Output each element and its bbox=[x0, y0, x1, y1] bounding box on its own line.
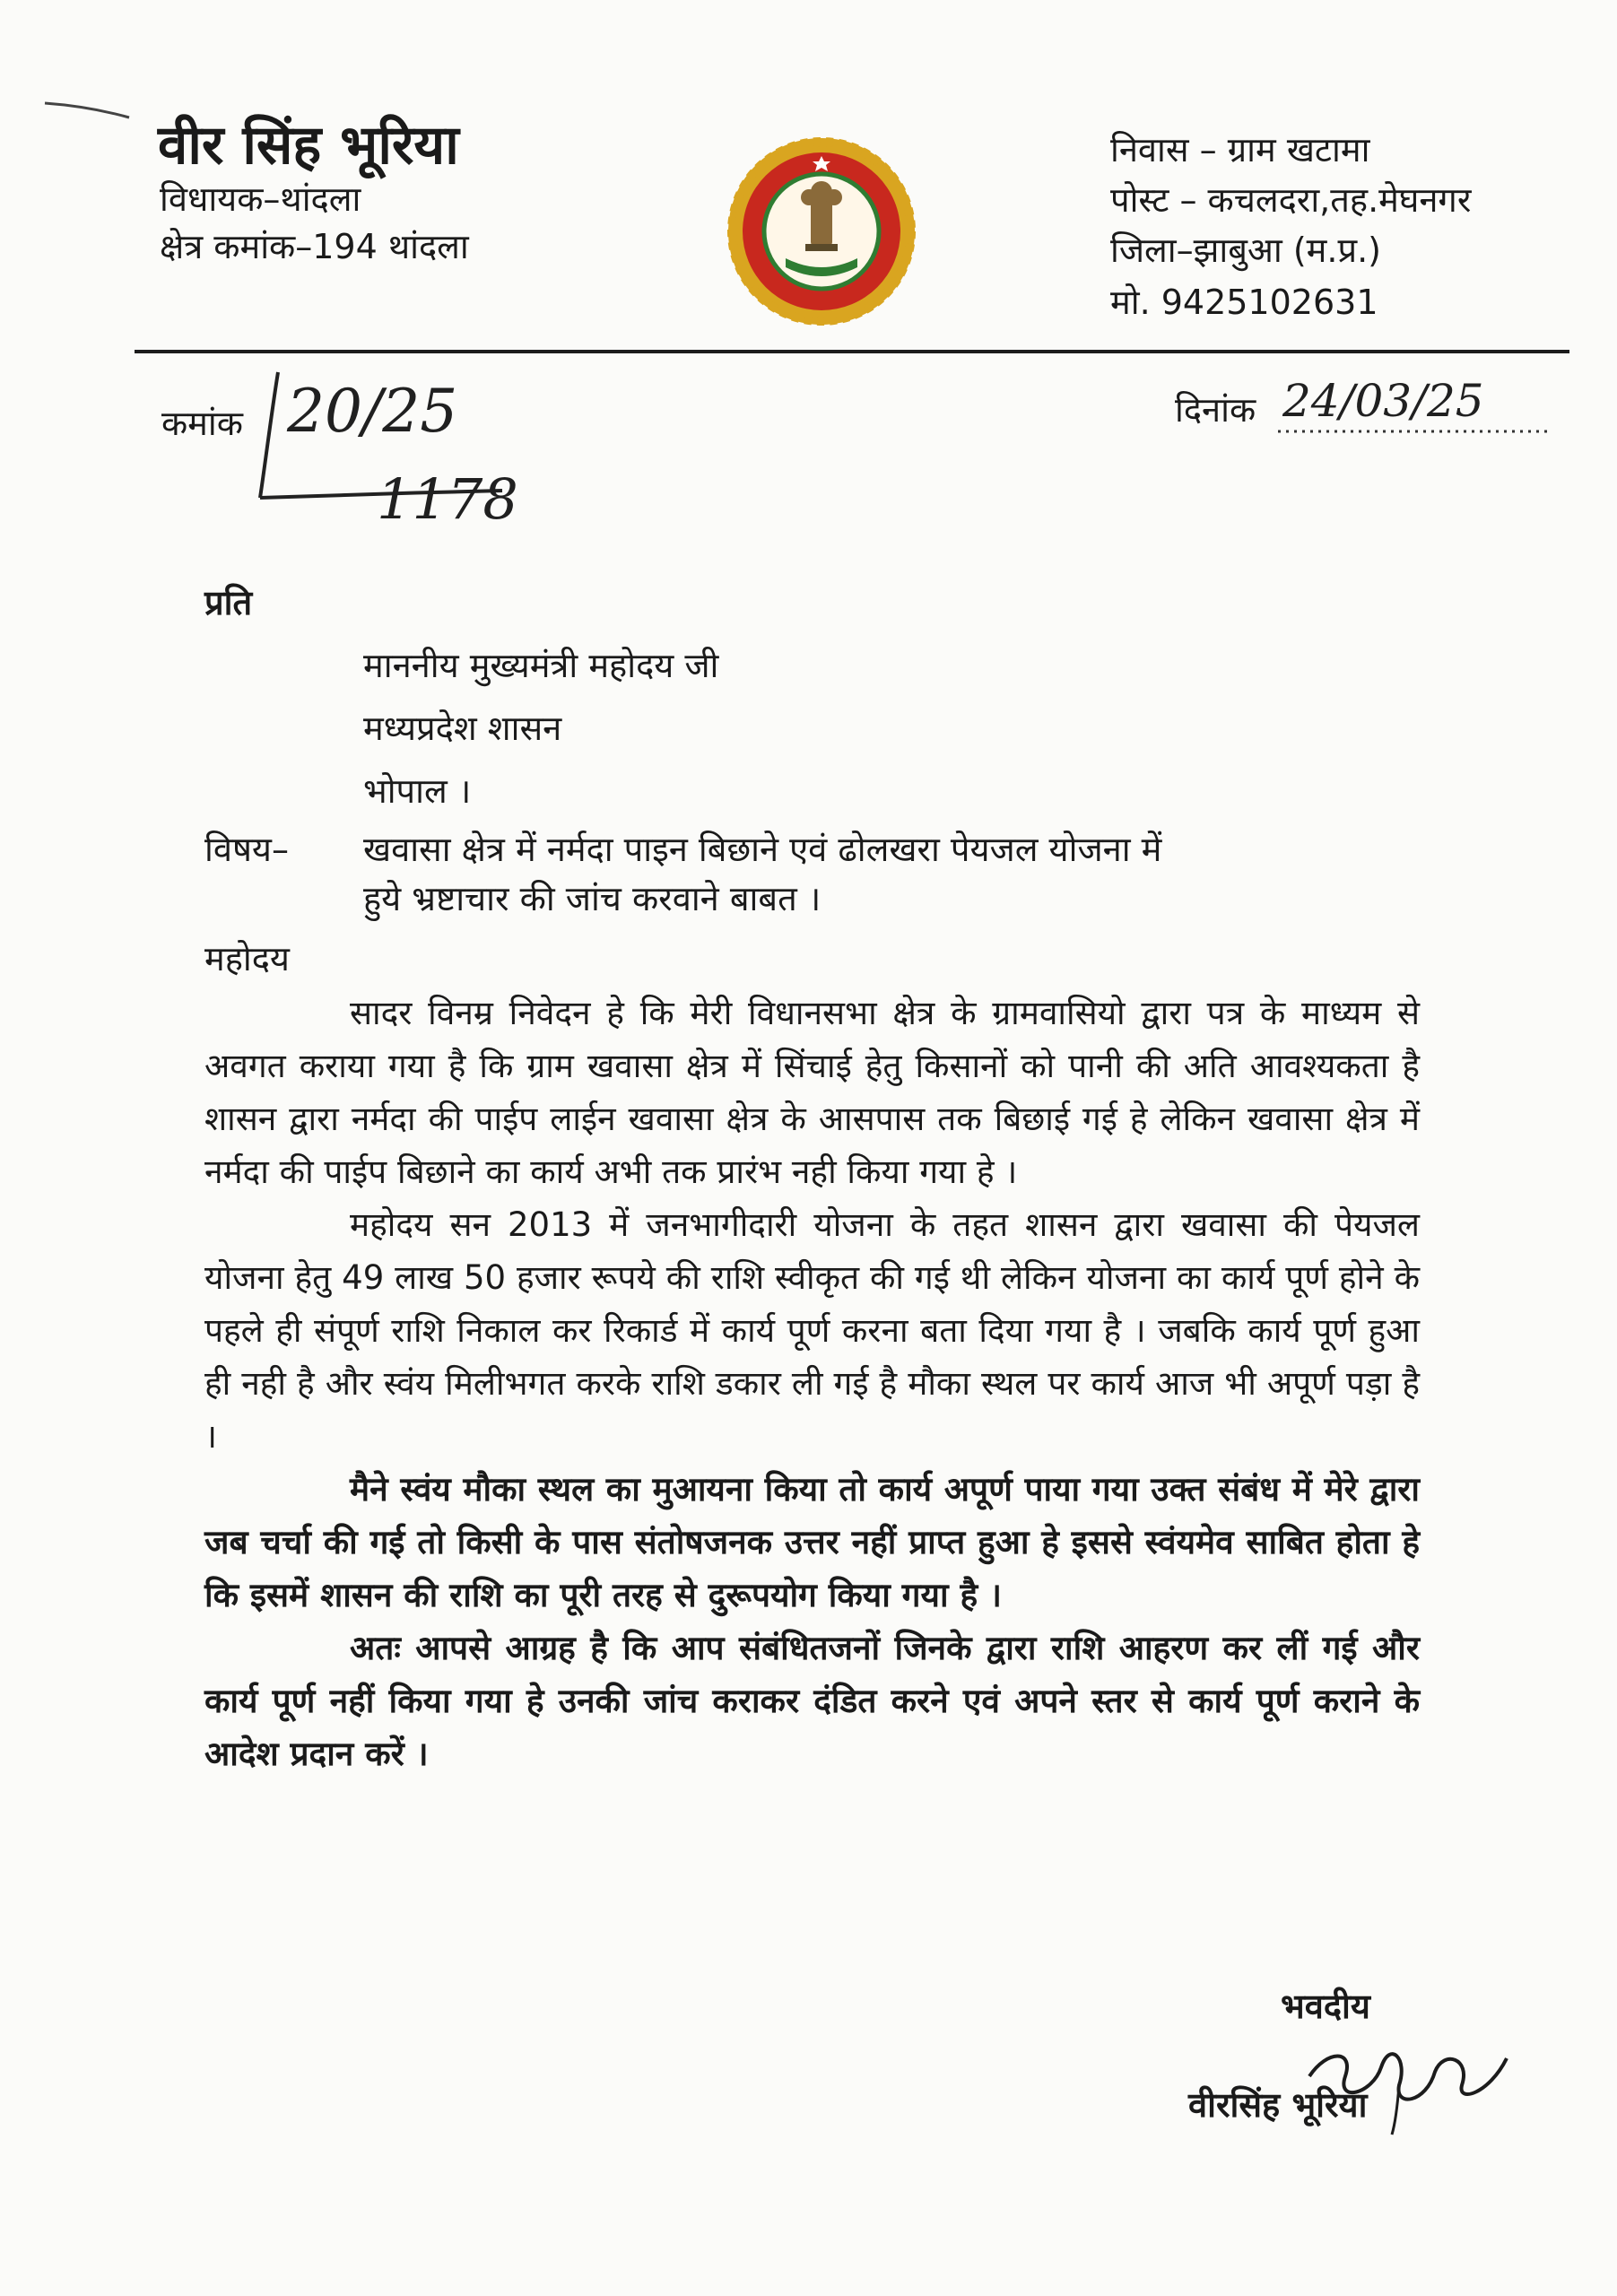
date-label: दिनांक bbox=[1175, 390, 1256, 430]
recipient-line-3: भोपाल । bbox=[363, 771, 472, 811]
subject-label: विषय– bbox=[204, 830, 289, 869]
recipient-line-2: मध्यप्रदेश शासन bbox=[363, 709, 562, 748]
recipient-line-1: माननीय मुख्यमंत्री महोदय जी bbox=[363, 646, 719, 685]
sender-name: वीर सिंह भूरिया bbox=[158, 114, 459, 177]
body-paragraph-1: सादर विनम्र निवेदन हे कि मेरी विधानसभा क्षेत्र के ग्रामवासियो द्वारा पत्र के माध्यम से अवगत कराया गया है कि ग्राम खवासा क्षेत्र में सिंचाई हेतु किसानों को पानी की अति आवश्यकता है शासन द्वारा नर्मदा की पाईप लाईन खवासा क्षेत्र के आसपास तक बिछाई गई हे लेकिन खवासा क्षेत्र में नर्मदा की पाईप बिछाने का कार्य अभी तक प्रारंभ नही किया गया हे । bbox=[204, 994, 1420, 1191]
subject-line-2: हुये भ्रष्टाचार की जांच करवाने बाबत । bbox=[363, 879, 822, 918]
body-paragraph-3: मैने स्वंय मौका स्थल का मुआयना किया तो कार्य अपूर्ण पाया गया उक्त संबंध में मेरे द्वारा जब चर्चा की गई तो किसी के पास संतोषजनक उत्तर नहीं प्राप्त हुआ हे इससे स्वंयमेव साबित होता हे कि इसमें शासन की राशि का पूरी तरह से दुरूपयोग किया गया है । bbox=[204, 1470, 1420, 1614]
date-value: 24/03/25 bbox=[1282, 375, 1484, 427]
reference-number-sub: 1178 bbox=[377, 466, 518, 532]
address-mobile: मो. 9425102631 bbox=[1110, 283, 1378, 322]
government-seal-emblem bbox=[723, 133, 920, 330]
body-paragraph-2: महोदय सन 2013 में जनभागीदारी योजना के तहत शासन द्वारा खवासा की पेयजल योजना हेतु 49 लाख 50 हजार रूपये की राशि स्वीकृत की गई थी लेकिन योजना का कार्य पूर्ण होने के पहले ही संपूर्ण राशि निकाल कर रिकार्ड में कार्य पूर्ण करना बता दिया गया है । जबकि कार्य पूर्ण हुआ ही नही है और स्वंय मिलीभगत करके राशि डकार ली गई है मौका स्थल पर कार्य आज भी अपूर्ण पड़ा है । bbox=[204, 1205, 1420, 1456]
body-paragraph-4: अतः आपसे आग्रह है कि आप संबंधितजनों जिनके द्वारा राशि आहरण कर लीं गई और कार्य पूर्ण नहीं किया गया हे उनकी जांच कराकर दंडित करने एवं अपने स्तर से कार्य पूर्ण कराने के आदेश प्रदान करें । bbox=[204, 1629, 1420, 1773]
signatory-name: वीरसिंह भूरिया bbox=[1188, 2085, 1368, 2125]
subject-line-1: खवासा क्षेत्र में नर्मदा पाइन बिछाने एवं ढोलखरा पेयजल योजना में bbox=[363, 830, 1162, 869]
header-divider bbox=[135, 350, 1569, 353]
valediction: भवदीय bbox=[1281, 1987, 1370, 2026]
address-post: पोस्ट – कचलदरा,तह.मेघनगर bbox=[1110, 180, 1472, 220]
address-residence: निवास – ग्राम खटामा bbox=[1110, 130, 1370, 170]
date-dotted-line bbox=[1278, 429, 1547, 434]
pen-stroke bbox=[43, 94, 133, 121]
letter-body bbox=[204, 987, 1420, 1780]
sender-designation: विधायक–थांदला bbox=[160, 179, 361, 219]
salutation: महोदय bbox=[204, 939, 290, 978]
reference-number-label: कमांक bbox=[161, 404, 243, 443]
address-district: जिला–झाबुआ (म.प्र.) bbox=[1110, 230, 1381, 270]
recipient-prefix: प्रति bbox=[204, 583, 253, 622]
reference-number-value: 20/25 bbox=[287, 377, 458, 446]
sender-constituency: क्षेत्र कमांक–194 थांदला bbox=[160, 227, 469, 266]
